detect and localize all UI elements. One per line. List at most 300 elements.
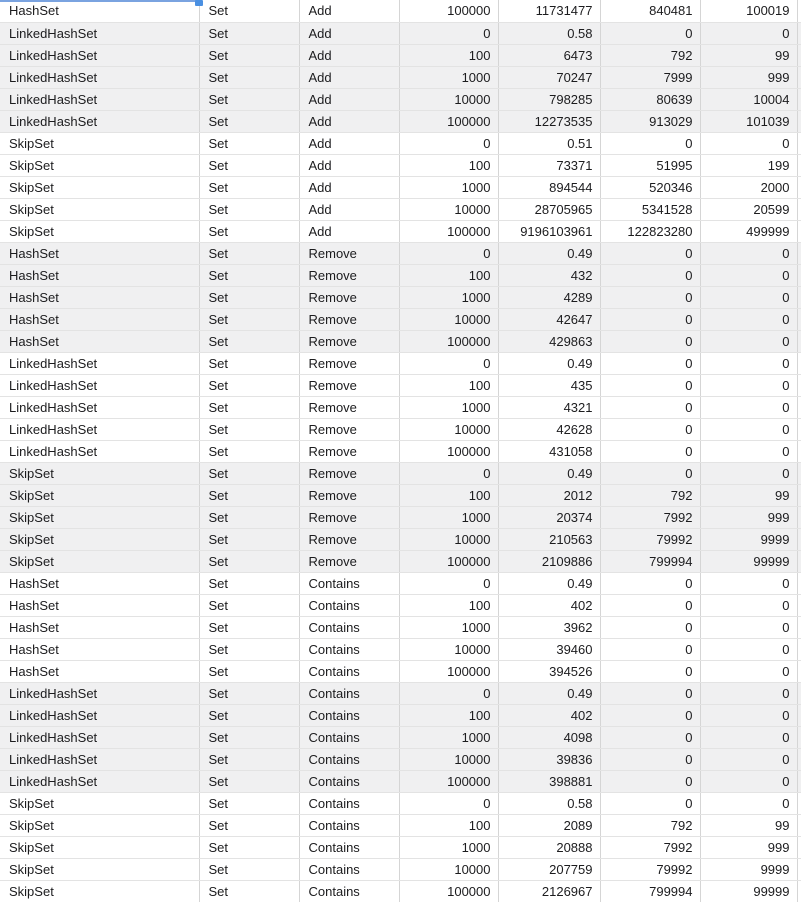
cell-metric-3[interactable]: 999 [700,506,797,528]
cell-metric-3[interactable]: 199 [700,154,797,176]
cell-operation[interactable]: Contains [299,572,399,594]
cell-size[interactable]: 0 [399,22,498,44]
cell-operation[interactable]: Contains [299,880,399,902]
cell-metric-2[interactable]: 0 [600,748,700,770]
cell-collection[interactable]: LinkedHashSet [0,22,199,44]
cell-operation[interactable]: Add [299,66,399,88]
cell-metric-1[interactable]: 4321 [498,396,600,418]
cell-category[interactable]: Set [199,836,299,858]
cell-collection[interactable]: LinkedHashSet [0,440,199,462]
cell-metric-2[interactable]: 7992 [600,836,700,858]
cell-metric-2[interactable]: 0 [600,264,700,286]
cell-selection-handle[interactable] [195,0,203,6]
cell-collection[interactable]: SkipSet [0,506,199,528]
cell-metric-1[interactable]: 402 [498,594,600,616]
cell-size[interactable]: 100 [399,44,498,66]
cell-metric-1[interactable]: 39836 [498,748,600,770]
cell-metric-3[interactable]: 0 [700,462,797,484]
cell-metric-3[interactable]: 2000 [700,176,797,198]
cell-category[interactable]: Set [199,792,299,814]
cell-category[interactable]: Set [199,66,299,88]
cell-metric-3[interactable]: 100019 [700,0,797,22]
cell-collection[interactable]: HashSet [0,0,199,22]
cell-operation[interactable]: Remove [299,484,399,506]
cell-size[interactable]: 1000 [399,176,498,198]
cell-operation[interactable]: Remove [299,528,399,550]
cell-metric-1[interactable]: 4289 [498,286,600,308]
cell-metric-3[interactable]: 999 [700,836,797,858]
cell-metric-2[interactable]: 0 [600,132,700,154]
cell-operation[interactable]: Add [299,132,399,154]
cell-collection[interactable]: LinkedHashSet [0,374,199,396]
cell-category[interactable]: Set [199,440,299,462]
cell-category[interactable]: Set [199,330,299,352]
cell-metric-2[interactable]: 51995 [600,154,700,176]
table-row [0,792,801,814]
cell-category[interactable]: Set [199,638,299,660]
cell-size[interactable]: 100 [399,264,498,286]
cell-size[interactable]: 100000 [399,660,498,682]
cell-metric-1[interactable]: 0.58 [498,22,600,44]
cell-metric-2[interactable]: 0 [600,418,700,440]
cell-metric-3[interactable]: 20599 [700,198,797,220]
cell-category[interactable]: Set [199,176,299,198]
cell-collection[interactable]: HashSet [0,616,199,638]
cell-size[interactable]: 100000 [399,330,498,352]
cell-metric-1[interactable]: 894544 [498,176,600,198]
cell-metric-2[interactable]: 792 [600,484,700,506]
cell-collection[interactable]: SkipSet [0,220,199,242]
cell-metric-3[interactable]: 0 [700,132,797,154]
cell-metric-3[interactable]: 0 [700,770,797,792]
cell-metric-1[interactable]: 4098 [498,726,600,748]
cell-collection[interactable]: HashSet [0,330,199,352]
cell-metric-2[interactable]: 0 [600,704,700,726]
table-row [0,132,801,154]
cell-operation[interactable]: Add [299,22,399,44]
cell-size[interactable]: 1000 [399,396,498,418]
cell-operation[interactable]: Contains [299,814,399,836]
cell-metric-2[interactable]: 0 [600,572,700,594]
cell-metric-1[interactable]: 0.49 [498,682,600,704]
table-row [0,572,801,594]
cell-category[interactable]: Set [199,550,299,572]
cell-metric-1[interactable]: 2089 [498,814,600,836]
cell-collection[interactable]: SkipSet [0,528,199,550]
cell-collection[interactable]: LinkedHashSet [0,352,199,374]
cell-collection[interactable]: SkipSet [0,198,199,220]
cell-size[interactable]: 1000 [399,726,498,748]
cell-operation[interactable]: Contains [299,638,399,660]
cell-size[interactable]: 100 [399,594,498,616]
cell-metric-1[interactable]: 0.49 [498,242,600,264]
cell-metric-1[interactable]: 2109886 [498,550,600,572]
cell-metric-2[interactable]: 0 [600,594,700,616]
cell-category[interactable]: Set [199,396,299,418]
cell-category[interactable]: Set [199,132,299,154]
cell-size[interactable]: 10000 [399,638,498,660]
cell-category[interactable]: Set [199,572,299,594]
cell-metric-1[interactable]: 2012 [498,484,600,506]
cell-metric-2[interactable]: 0 [600,770,700,792]
table-row [0,594,801,616]
cell-metric-1[interactable]: 207759 [498,858,600,880]
cell-category[interactable]: Set [199,286,299,308]
cell-metric-1[interactable]: 0.49 [498,352,600,374]
cell-size[interactable]: 100000 [399,110,498,132]
cell-operation[interactable]: Add [299,88,399,110]
cell-size[interactable]: 0 [399,682,498,704]
cell-metric-1[interactable]: 3962 [498,616,600,638]
cell-category[interactable]: Set [199,44,299,66]
cell-metric-2[interactable]: 0 [600,462,700,484]
cell-metric-2[interactable]: 79992 [600,528,700,550]
cell-size[interactable]: 100000 [399,550,498,572]
cell-metric-3[interactable]: 0 [700,726,797,748]
cell-category[interactable]: Set [199,110,299,132]
cell-operation[interactable]: Add [299,44,399,66]
cell-collection[interactable]: SkipSet [0,462,199,484]
cell-metric-2[interactable]: 5341528 [600,198,700,220]
cell-size[interactable]: 10000 [399,198,498,220]
cell-size[interactable]: 10000 [399,308,498,330]
cell-size[interactable]: 10000 [399,418,498,440]
cell-metric-1[interactable]: 20888 [498,836,600,858]
cell-metric-2[interactable]: 0 [600,440,700,462]
cell-size[interactable]: 100 [399,814,498,836]
cell-operation[interactable]: Contains [299,836,399,858]
cell-metric-2[interactable]: 840481 [600,0,700,22]
cell-operation[interactable]: Contains [299,858,399,880]
cell-operation[interactable]: Contains [299,792,399,814]
cell-operation[interactable]: Remove [299,396,399,418]
cell-collection[interactable]: HashSet [0,572,199,594]
cell-metric-2[interactable]: 0 [600,638,700,660]
cell-category[interactable]: Set [199,660,299,682]
cell-metric-1[interactable]: 429863 [498,330,600,352]
cell-metric-1[interactable]: 11731477 [498,0,600,22]
cell-metric-3[interactable]: 99 [700,484,797,506]
cell-metric-2[interactable]: 7999 [600,66,700,88]
cell-size[interactable]: 0 [399,352,498,374]
cell-operation[interactable]: Contains [299,704,399,726]
cell-category[interactable]: Set [199,858,299,880]
cell-size[interactable]: 100000 [399,880,498,902]
cell-metric-1[interactable]: 402 [498,704,600,726]
cell-size[interactable]: 1000 [399,286,498,308]
table-row [0,264,801,286]
cell-metric-1[interactable]: 73371 [498,154,600,176]
cell-operation[interactable]: Contains [299,616,399,638]
cell-collection[interactable]: LinkedHashSet [0,726,199,748]
cell-category[interactable]: Set [199,22,299,44]
cell-operation[interactable]: Remove [299,242,399,264]
cell-category[interactable]: Set [199,748,299,770]
cell-operation[interactable]: Add [299,110,399,132]
cell-metric-3[interactable]: 0 [700,594,797,616]
cell-category[interactable]: Set [199,594,299,616]
cell-metric-3[interactable]: 0 [700,660,797,682]
cell-collection[interactable]: HashSet [0,638,199,660]
cell-metric-3[interactable]: 99 [700,44,797,66]
cell-size[interactable]: 100 [399,484,498,506]
cell-collection[interactable]: HashSet [0,264,199,286]
cell-metric-3[interactable]: 0 [700,374,797,396]
cell-metric-1[interactable]: 431058 [498,440,600,462]
cell-collection[interactable]: SkipSet [0,484,199,506]
cell-metric-3[interactable]: 9999 [700,858,797,880]
cell-size[interactable]: 100000 [399,770,498,792]
cell-metric-3[interactable]: 0 [700,704,797,726]
cell-metric-1[interactable]: 6473 [498,44,600,66]
cell-metric-2[interactable]: 0 [600,330,700,352]
cell-metric-1[interactable]: 0.49 [498,572,600,594]
cell-category[interactable]: Set [199,308,299,330]
cell-metric-1[interactable]: 798285 [498,88,600,110]
cell-collection[interactable]: HashSet [0,308,199,330]
cell-size[interactable]: 0 [399,572,498,594]
cell-collection[interactable]: SkipSet [0,176,199,198]
cell-metric-1[interactable]: 435 [498,374,600,396]
cell-metric-3[interactable]: 0 [700,792,797,814]
cell-collection[interactable]: HashSet [0,660,199,682]
cell-collection[interactable]: HashSet [0,286,199,308]
cell-metric-3[interactable]: 9999 [700,528,797,550]
cell-size[interactable]: 0 [399,792,498,814]
cell-collection[interactable]: SkipSet [0,132,199,154]
cell-metric-3[interactable]: 0 [700,264,797,286]
cell-metric-3[interactable]: 0 [700,352,797,374]
cell-operation[interactable]: Remove [299,462,399,484]
cell-metric-3[interactable]: 0 [700,22,797,44]
cell-category[interactable]: Set [199,616,299,638]
cell-operation[interactable]: Remove [299,352,399,374]
cell-collection[interactable]: LinkedHashSet [0,418,199,440]
cell-operation[interactable]: Contains [299,594,399,616]
cell-operation[interactable]: Remove [299,550,399,572]
cell-operation[interactable]: Remove [299,374,399,396]
cell-category[interactable]: Set [199,682,299,704]
cell-operation[interactable]: Add [299,154,399,176]
cell-metric-2[interactable]: 913029 [600,110,700,132]
cell-operation[interactable]: Add [299,0,399,22]
cell-operation[interactable]: Remove [299,506,399,528]
cell-category[interactable]: Set [199,264,299,286]
cell-operation[interactable]: Remove [299,418,399,440]
cell-metric-2[interactable]: 0 [600,352,700,374]
cell-operation[interactable]: Add [299,220,399,242]
cell-metric-2[interactable]: 792 [600,814,700,836]
cell-collection[interactable]: LinkedHashSet [0,748,199,770]
cell-size[interactable]: 10000 [399,88,498,110]
cell-metric-2[interactable]: 79992 [600,858,700,880]
table-row [0,638,801,660]
cell-metric-1[interactable]: 394526 [498,660,600,682]
cell-metric-1[interactable]: 0.51 [498,132,600,154]
cell-size[interactable]: 100 [399,154,498,176]
cell-collection[interactable]: LinkedHashSet [0,110,199,132]
cell-category[interactable]: Set [199,528,299,550]
cell-metric-1[interactable]: 2126967 [498,880,600,902]
cell-metric-2[interactable]: 7992 [600,506,700,528]
cell-category[interactable]: Set [199,220,299,242]
cell-metric-2[interactable]: 0 [600,374,700,396]
cell-size[interactable]: 1000 [399,66,498,88]
cell-size[interactable]: 100000 [399,440,498,462]
cell-collection[interactable]: LinkedHashSet [0,88,199,110]
cell-collection[interactable]: LinkedHashSet [0,770,199,792]
cell-category[interactable]: Set [199,506,299,528]
cell-metric-3[interactable]: 0 [700,682,797,704]
cell-collection[interactable]: HashSet [0,242,199,264]
cell-category[interactable]: Set [199,814,299,836]
cell-metric-1[interactable]: 42628 [498,418,600,440]
cell-size[interactable]: 100000 [399,0,498,22]
cell-metric-3[interactable]: 10004 [700,88,797,110]
cell-metric-2[interactable]: 0 [600,616,700,638]
cell-metric-1[interactable]: 398881 [498,770,600,792]
cell-metric-3[interactable]: 0 [700,286,797,308]
cell-collection[interactable]: SkipSet [0,880,199,902]
cell-metric-3[interactable]: 999 [700,66,797,88]
cell-metric-2[interactable]: 0 [600,792,700,814]
cell-metric-2[interactable]: 0 [600,660,700,682]
cell-metric-1[interactable]: 42647 [498,308,600,330]
cell-metric-1[interactable]: 20374 [498,506,600,528]
cell-metric-3[interactable]: 0 [700,572,797,594]
cell-metric-3[interactable]: 0 [700,418,797,440]
cell-size[interactable]: 10000 [399,858,498,880]
cell-metric-3[interactable]: 101039 [700,110,797,132]
cell-metric-3[interactable]: 0 [700,616,797,638]
cell-size[interactable]: 100 [399,704,498,726]
cell-metric-1[interactable]: 12273535 [498,110,600,132]
cell-operation[interactable]: Add [299,176,399,198]
cell-metric-3[interactable]: 99999 [700,880,797,902]
cell-category[interactable]: Set [199,704,299,726]
cell-collection[interactable]: SkipSet [0,550,199,572]
cell-size[interactable]: 0 [399,242,498,264]
cell-size[interactable]: 1000 [399,616,498,638]
cell-category[interactable]: Set [199,0,299,22]
cell-metric-2[interactable]: 799994 [600,880,700,902]
table-row [0,814,801,836]
cell-metric-1[interactable]: 432 [498,264,600,286]
table-row [0,0,801,22]
cell-metric-3[interactable]: 99 [700,814,797,836]
cell-metric-1[interactable]: 210563 [498,528,600,550]
cell-metric-2[interactable]: 80639 [600,88,700,110]
row-edge-filler [797,22,801,44]
cell-operation[interactable]: Remove [299,308,399,330]
cell-operation[interactable]: Contains [299,726,399,748]
cell-category[interactable]: Set [199,242,299,264]
cell-category[interactable]: Set [199,770,299,792]
cell-size[interactable]: 100000 [399,220,498,242]
cell-category[interactable]: Set [199,726,299,748]
cell-metric-1[interactable]: 39460 [498,638,600,660]
cell-metric-2[interactable]: 0 [600,242,700,264]
cell-collection[interactable]: SkipSet [0,814,199,836]
cell-collection[interactable]: LinkedHashSet [0,396,199,418]
cell-size[interactable]: 10000 [399,528,498,550]
cell-size[interactable]: 1000 [399,836,498,858]
cell-collection[interactable]: SkipSet [0,154,199,176]
cell-metric-2[interactable]: 0 [600,726,700,748]
cell-metric-3[interactable]: 499999 [700,220,797,242]
cell-collection[interactable]: LinkedHashSet [0,44,199,66]
cell-collection[interactable]: HashSet [0,594,199,616]
cell-metric-2[interactable]: 122823280 [600,220,700,242]
cell-metric-3[interactable]: 0 [700,308,797,330]
cell-category[interactable]: Set [199,462,299,484]
cell-metric-3[interactable]: 99999 [700,550,797,572]
cell-category[interactable]: Set [199,484,299,506]
cell-metric-2[interactable]: 0 [600,396,700,418]
cell-metric-1[interactable]: 28705965 [498,198,600,220]
cell-operation[interactable]: Add [299,198,399,220]
cell-category[interactable]: Set [199,154,299,176]
cell-metric-1[interactable]: 70247 [498,66,600,88]
cell-category[interactable]: Set [199,88,299,110]
cell-category[interactable]: Set [199,198,299,220]
cell-collection[interactable]: LinkedHashSet [0,66,199,88]
cell-operation[interactable]: Contains [299,660,399,682]
cell-operation[interactable]: Remove [299,440,399,462]
cell-collection[interactable]: SkipSet [0,792,199,814]
cell-metric-3[interactable]: 0 [700,440,797,462]
row-edge-filler [797,682,801,704]
cell-metric-1[interactable]: 0.49 [498,462,600,484]
cell-category[interactable]: Set [199,374,299,396]
cell-category[interactable]: Set [199,418,299,440]
cell-collection[interactable]: SkipSet [0,858,199,880]
cell-metric-2[interactable]: 0 [600,682,700,704]
row-edge-filler [797,220,801,242]
cell-metric-1[interactable]: 0.58 [498,792,600,814]
cell-metric-1[interactable]: 9196103961 [498,220,600,242]
cell-metric-2[interactable]: 0 [600,22,700,44]
cell-metric-3[interactable]: 0 [700,242,797,264]
cell-metric-3[interactable]: 0 [700,396,797,418]
table-row [0,352,801,374]
cell-metric-2[interactable]: 0 [600,286,700,308]
cell-operation[interactable]: Contains [299,748,399,770]
cell-category[interactable]: Set [199,352,299,374]
cell-collection[interactable]: LinkedHashSet [0,682,199,704]
cell-operation[interactable]: Contains [299,682,399,704]
cell-metric-3[interactable]: 0 [700,638,797,660]
cell-metric-3[interactable]: 0 [700,330,797,352]
cell-operation[interactable]: Remove [299,264,399,286]
cell-size[interactable]: 0 [399,462,498,484]
cell-collection[interactable]: SkipSet [0,836,199,858]
cell-metric-2[interactable]: 520346 [600,176,700,198]
cell-size[interactable]: 100 [399,374,498,396]
cell-size[interactable]: 10000 [399,748,498,770]
cell-metric-2[interactable]: 792 [600,44,700,66]
cell-operation[interactable]: Remove [299,330,399,352]
cell-category[interactable]: Set [199,880,299,902]
cell-metric-2[interactable]: 799994 [600,550,700,572]
cell-size[interactable]: 0 [399,132,498,154]
cell-operation[interactable]: Contains [299,770,399,792]
cell-collection[interactable]: LinkedHashSet [0,704,199,726]
cell-operation[interactable]: Remove [299,286,399,308]
cell-metric-2[interactable]: 0 [600,308,700,330]
cell-size[interactable]: 1000 [399,506,498,528]
cell-metric-3[interactable]: 0 [700,748,797,770]
